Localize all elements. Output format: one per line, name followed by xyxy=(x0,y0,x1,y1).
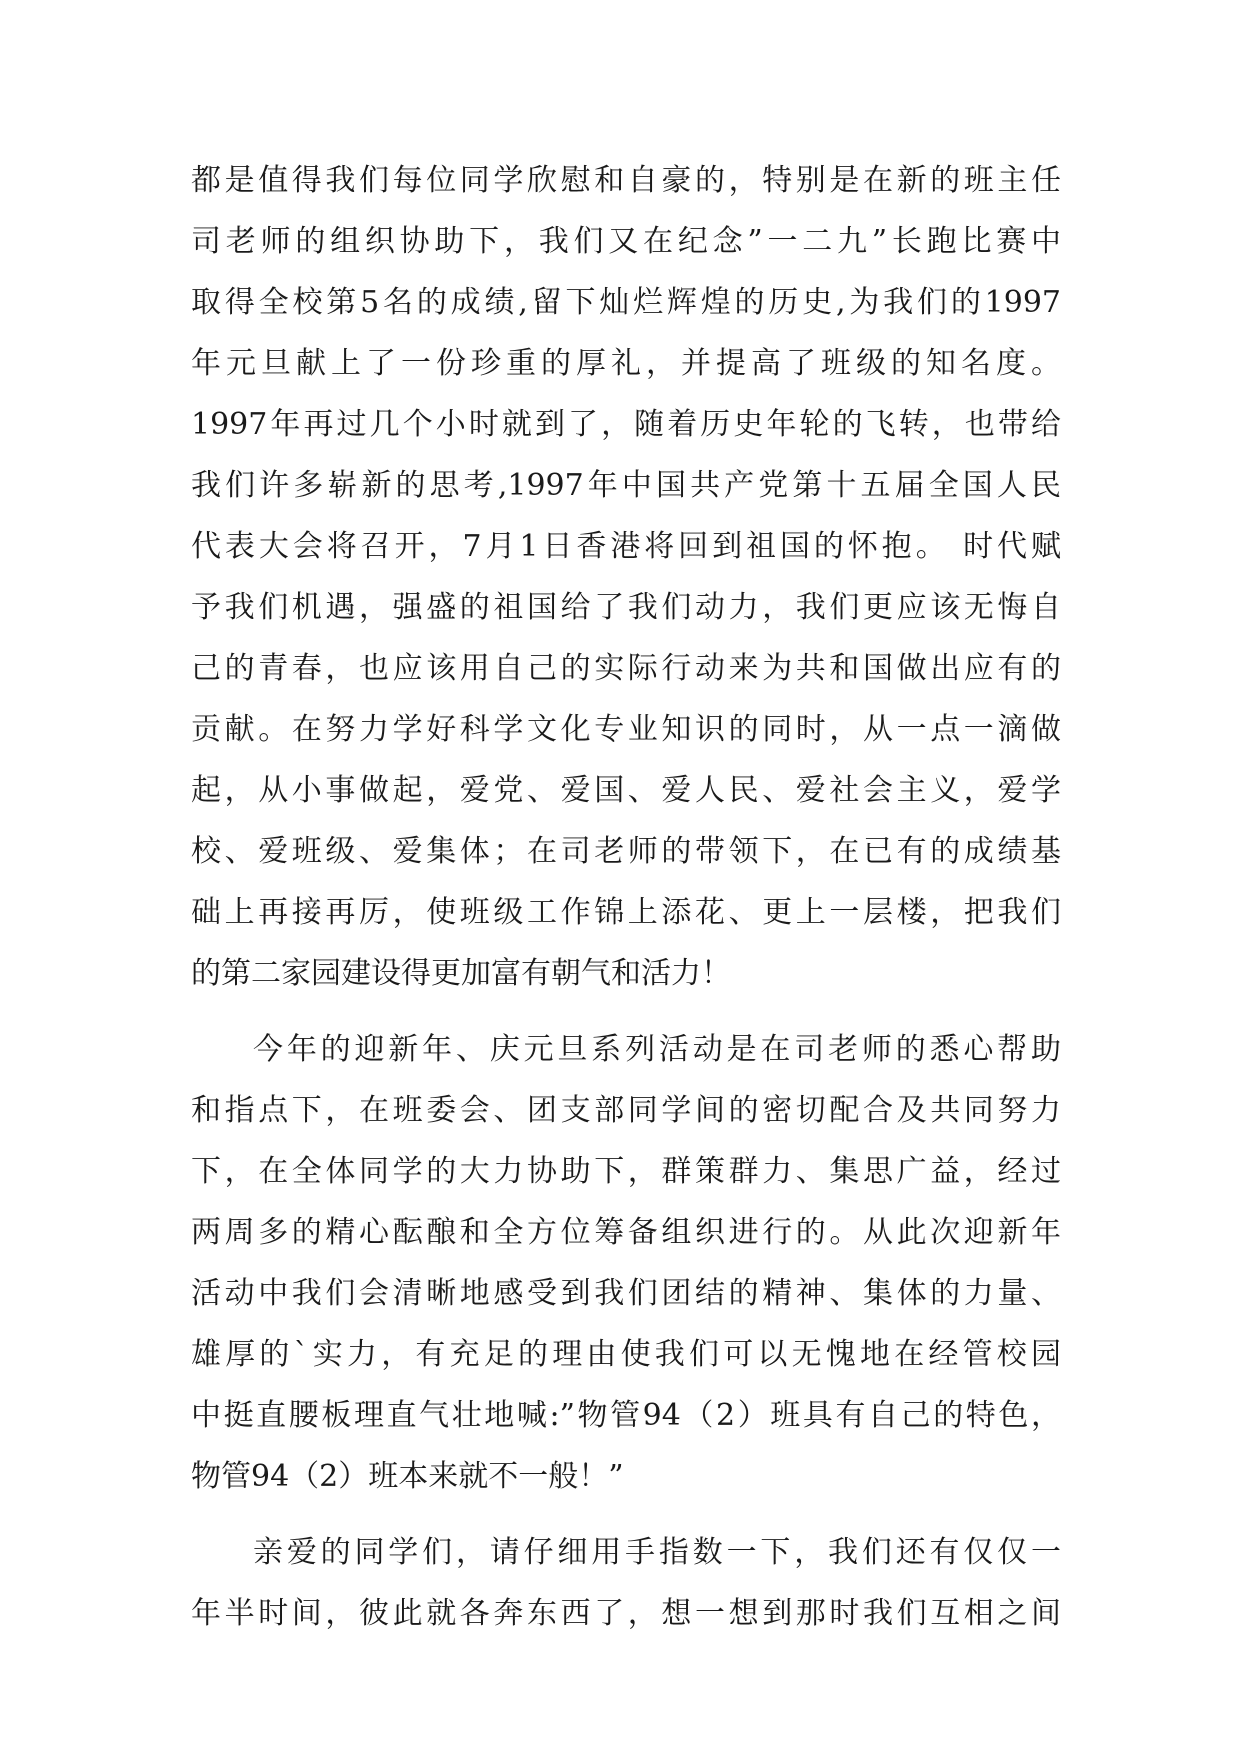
text-line: 我们许多崭新的思考,1997年中国共产党第十五届全国人民 xyxy=(191,468,1061,503)
text-line: 起，从小事做起，爱党、爱国、爱人民、爱社会主义，爱学 xyxy=(191,773,1061,808)
paragraph-2 xyxy=(191,1019,1061,1507)
body-text xyxy=(191,150,1061,1644)
text-line: 中挺直腰板理直气壮地喊:”物管94（2）班具有自己的特色， xyxy=(191,1398,1061,1433)
text-line: 的第二家园建设得更加富有朝气和活力！ xyxy=(191,956,731,991)
text-line: 今年的迎新年、庆元旦系列活动是在司老师的悉心帮助 xyxy=(253,1032,1061,1067)
paragraph-spacer xyxy=(191,1507,1061,1522)
text-line: 亲爱的同学们，请仔细用手指数一下，我们还有仅仅一 xyxy=(253,1535,1061,1570)
text-line: 都是值得我们每位同学欣慰和自豪的，特别是在新的班主任 xyxy=(191,163,1061,198)
text-line: 校、爱班级、爱集体；在司老师的带领下，在已有的成绩基 xyxy=(191,834,1061,869)
text-line: 物管94（2）班本来就不一般！” xyxy=(191,1459,624,1494)
text-line: 己的青春，也应该用自己的实际行动来为共和国做出应有的 xyxy=(191,651,1061,686)
text-line: 和指点下，在班委会、团支部同学间的密切配合及共同努力 xyxy=(191,1093,1061,1128)
text-line: 取得全校第5名的成绩,留下灿烂辉煌的历史,为我们的1997 xyxy=(191,285,1061,320)
text-line: 础上再接再厉，使班级工作锦上添花、更上一层楼，把我们 xyxy=(191,895,1061,930)
text-line: 下，在全体同学的大力协助下，群策群力、集思广益，经过 xyxy=(191,1154,1061,1189)
paragraph-spacer xyxy=(191,1004,1061,1019)
paragraph-3 xyxy=(191,1522,1061,1644)
text-line: 年元旦献上了一份珍重的厚礼，并提高了班级的知名度。 xyxy=(191,346,1061,381)
text-line: 年半时间，彼此就各奔东西了，想一想到那时我们互相之间 xyxy=(191,1596,1061,1631)
text-line: 两周多的精心酝酿和全方位筹备组织进行的。从此次迎新年 xyxy=(191,1215,1061,1250)
paragraph-1 xyxy=(191,150,1061,1004)
text-line: 予我们机遇，强盛的祖国给了我们动力，我们更应该无悔自 xyxy=(191,590,1061,625)
text-line: 贡献。在努力学好科学文化专业知识的同时，从一点一滴做 xyxy=(191,712,1061,747)
text-line: 司老师的组织协助下，我们又在纪念”一二九”长跑比赛中 xyxy=(191,224,1061,259)
text-line: 活动中我们会清晰地感受到我们团结的精神、集体的力量、 xyxy=(191,1276,1061,1311)
text-line: 代表大会将召开，7月1日香港将回到祖国的怀抱。 时代赋 xyxy=(191,529,1061,564)
text-line: 雄厚的`实力，有充足的理由使我们可以无愧地在经管校园 xyxy=(191,1337,1061,1372)
text-line: 1997年再过几个小时就到了，随着历史年轮的飞转，也带给 xyxy=(191,407,1061,442)
